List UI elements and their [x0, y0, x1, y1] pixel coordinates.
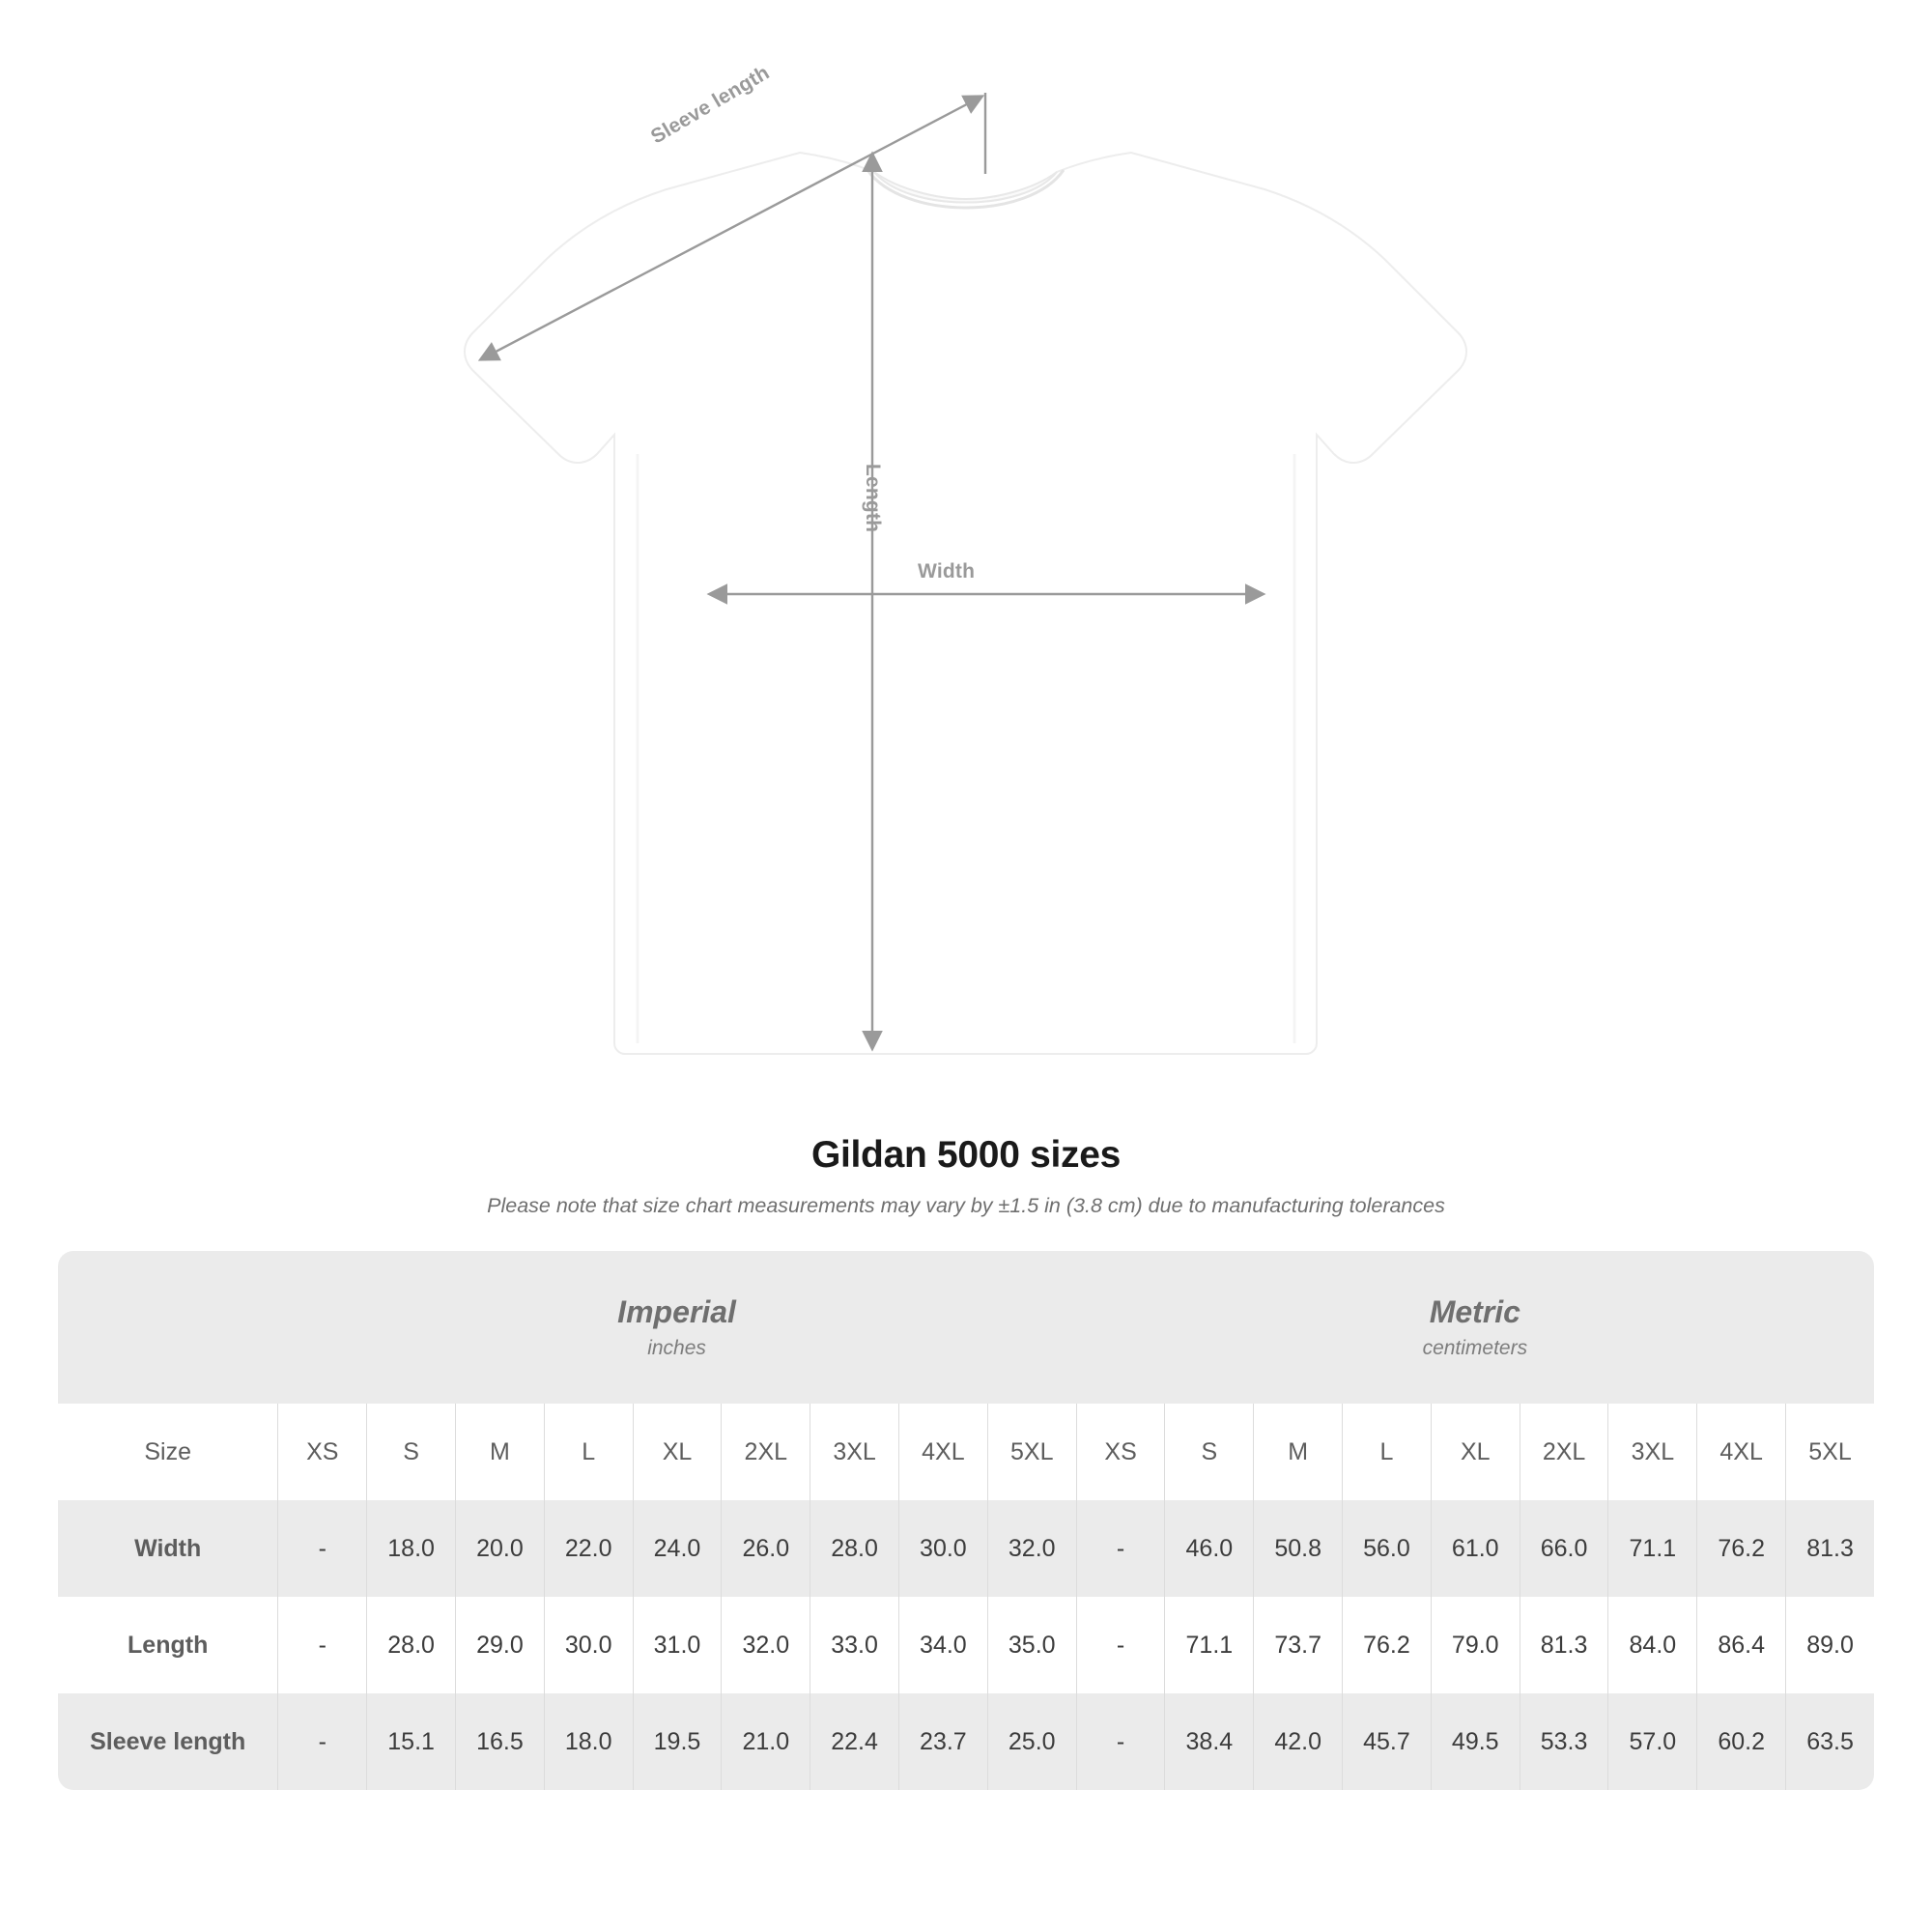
cell-width-metric-xl: 61.0 — [1431, 1500, 1520, 1597]
size-header-row — [58, 1404, 1874, 1500]
width-label: Width — [918, 560, 976, 582]
cell-sleeve-metric-4xl: 60.2 — [1696, 1693, 1785, 1790]
size-header-metric-2xl: 2XL — [1520, 1404, 1608, 1500]
cell-length-metric-l: 76.2 — [1342, 1597, 1431, 1693]
unit-group-imperial-sub: inches — [647, 1337, 706, 1360]
cell-sleeve-imperial-2xl: 21.0 — [721, 1693, 810, 1790]
cell-length-imperial-s: 28.0 — [366, 1597, 455, 1693]
cell-sleeve-imperial-s: 15.1 — [366, 1693, 455, 1790]
cell-sleeve-imperial-3xl: 22.4 — [810, 1693, 898, 1790]
size-header-imperial-2xl: 2XL — [721, 1404, 810, 1500]
title-block — [0, 1134, 1932, 1218]
unit-group-imperial — [277, 1251, 1075, 1404]
cell-length-metric-xl: 79.0 — [1431, 1597, 1520, 1693]
cell-width-imperial-m: 20.0 — [455, 1500, 544, 1597]
cell-sleeve-metric-m: 42.0 — [1253, 1693, 1342, 1790]
cell-length-metric-3xl: 84.0 — [1607, 1597, 1696, 1693]
cell-width-metric-4xl: 76.2 — [1696, 1500, 1785, 1597]
unit-group-metric-sub: centimeters — [1422, 1337, 1528, 1360]
row-label-length: Length — [58, 1597, 277, 1693]
cell-sleeve-metric-2xl: 53.3 — [1520, 1693, 1608, 1790]
cell-length-imperial-m: 29.0 — [455, 1597, 544, 1693]
size-header-metric-s: S — [1164, 1404, 1253, 1500]
length-label: Length — [862, 464, 884, 533]
size-header-imperial-3xl: 3XL — [810, 1404, 898, 1500]
cell-sleeve-metric-3xl: 57.0 — [1607, 1693, 1696, 1790]
cell-length-metric-4xl: 86.4 — [1696, 1597, 1785, 1693]
size-header-imperial-m: M — [455, 1404, 544, 1500]
size-header-metric-xs: XS — [1076, 1404, 1165, 1500]
unit-group-metric-name: Metric — [1429, 1293, 1520, 1329]
unit-group-metric — [1076, 1251, 1874, 1404]
table-row-length — [58, 1597, 1874, 1693]
size-header-label: Size — [58, 1404, 277, 1500]
cell-length-imperial-l: 30.0 — [544, 1597, 633, 1693]
unit-header-row — [58, 1251, 1874, 1404]
size-header-imperial-xs: XS — [277, 1404, 366, 1500]
cell-length-imperial-5xl: 35.0 — [987, 1597, 1076, 1693]
cell-length-metric-s: 71.1 — [1164, 1597, 1253, 1693]
tolerance-note: Please note that size chart measurements may vary by ±1.5 in (3.8 cm) due to manufacturing tolerances — [487, 1194, 1445, 1217]
sleeve-length-label: Sleeve length — [646, 61, 774, 149]
cell-width-metric-l: 56.0 — [1342, 1500, 1431, 1597]
cell-sleeve-imperial-xl: 19.5 — [633, 1693, 722, 1790]
cell-width-imperial-xs: - — [277, 1500, 366, 1597]
size-header-imperial-s: S — [366, 1404, 455, 1500]
size-header-imperial-xl: XL — [633, 1404, 722, 1500]
cell-width-imperial-s: 18.0 — [366, 1500, 455, 1597]
size-header-imperial-5xl: 5XL — [987, 1404, 1076, 1500]
cell-length-metric-2xl: 81.3 — [1520, 1597, 1608, 1693]
cell-width-metric-xs: - — [1076, 1500, 1165, 1597]
size-header-metric-m: M — [1253, 1404, 1342, 1500]
cell-sleeve-imperial-4xl: 23.7 — [898, 1693, 987, 1790]
cell-width-imperial-l: 22.0 — [544, 1500, 633, 1597]
size-header-metric-5xl: 5XL — [1785, 1404, 1874, 1500]
size-header-imperial-4xl: 4XL — [898, 1404, 987, 1500]
size-header-metric-xl: XL — [1431, 1404, 1520, 1500]
cell-width-metric-5xl: 81.3 — [1785, 1500, 1874, 1597]
cell-sleeve-metric-5xl: 63.5 — [1785, 1693, 1874, 1790]
cell-length-imperial-3xl: 33.0 — [810, 1597, 898, 1693]
cell-width-metric-3xl: 71.1 — [1607, 1500, 1696, 1597]
size-header-imperial-l: L — [544, 1404, 633, 1500]
size-header-metric-3xl: 3XL — [1607, 1404, 1696, 1500]
row-label-sleeve-length: Sleeve length — [58, 1693, 277, 1790]
cell-length-imperial-xl: 31.0 — [633, 1597, 722, 1693]
cell-length-imperial-4xl: 34.0 — [898, 1597, 987, 1693]
size-table-wrapper — [58, 1251, 1874, 1790]
cell-width-metric-s: 46.0 — [1164, 1500, 1253, 1597]
cell-length-metric-5xl: 89.0 — [1785, 1597, 1874, 1693]
cell-sleeve-metric-l: 45.7 — [1342, 1693, 1431, 1790]
table-row-sleeve-length — [58, 1693, 1874, 1790]
cell-width-imperial-5xl: 32.0 — [987, 1500, 1076, 1597]
cell-width-imperial-4xl: 30.0 — [898, 1500, 987, 1597]
size-header-metric-4xl: 4XL — [1696, 1404, 1785, 1500]
cell-sleeve-imperial-5xl: 25.0 — [987, 1693, 1076, 1790]
cell-length-imperial-2xl: 32.0 — [721, 1597, 810, 1693]
cell-width-imperial-3xl: 28.0 — [810, 1500, 898, 1597]
cell-sleeve-metric-xl: 49.5 — [1431, 1693, 1520, 1790]
page-title: Gildan 5000 sizes — [810, 1134, 1122, 1176]
cell-sleeve-imperial-m: 16.5 — [455, 1693, 544, 1790]
row-label-width: Width — [58, 1500, 277, 1597]
size-header-metric-l: L — [1342, 1404, 1431, 1500]
cell-sleeve-metric-s: 38.4 — [1164, 1693, 1253, 1790]
cell-length-metric-xs: - — [1076, 1597, 1165, 1693]
cell-length-metric-m: 73.7 — [1253, 1597, 1342, 1693]
table-row-width — [58, 1500, 1874, 1597]
cell-width-metric-m: 50.8 — [1253, 1500, 1342, 1597]
cell-width-metric-2xl: 66.0 — [1520, 1500, 1608, 1597]
size-table — [58, 1251, 1874, 1790]
cell-sleeve-imperial-l: 18.0 — [544, 1693, 633, 1790]
cell-sleeve-imperial-xs: - — [277, 1693, 366, 1790]
unit-group-imperial-name: Imperial — [617, 1293, 736, 1329]
cell-length-imperial-xs: - — [277, 1597, 366, 1693]
unit-header-spacer — [58, 1251, 277, 1404]
cell-width-imperial-xl: 24.0 — [633, 1500, 722, 1597]
cell-sleeve-metric-xs: - — [1076, 1693, 1165, 1790]
cell-width-imperial-2xl: 26.0 — [721, 1500, 810, 1597]
